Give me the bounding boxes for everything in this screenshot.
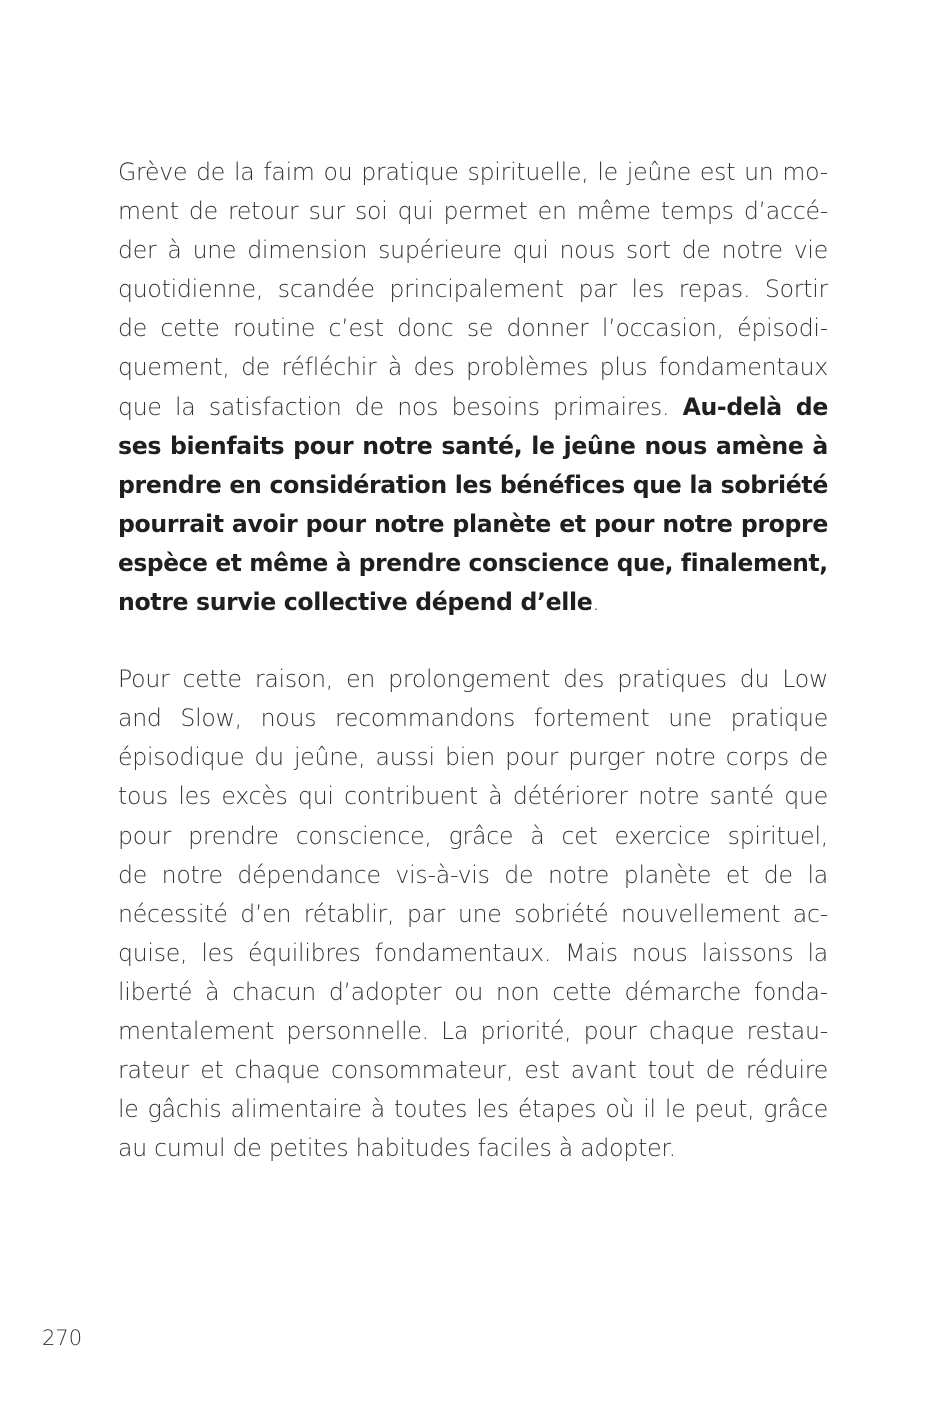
text-line: quotidienne, scandée principalement par les repas. Sortir — [118, 275, 828, 304]
text-line: de cette routine c’est donc se donner l’occasion, épisodi- — [118, 314, 828, 343]
text-line-last: au cumul de petites habitudes faciles à adopter. — [118, 1134, 676, 1163]
text-line-last — [118, 583, 828, 622]
text-line: and Slow, nous recommandons fortement une pratique — [118, 704, 828, 733]
text-line: tous les excès qui contribuent à détériorer notre santé que — [118, 782, 828, 811]
text-line: Grève de la faim ou pratique spirituelle, le jeûne est un mo- — [118, 158, 828, 186]
text-line: Pour cette raison, en prolongement des pratiques du Low — [118, 665, 828, 694]
text-line: der à une dimension supérieure qui nous sort de notre vie — [118, 236, 828, 265]
text-line: pour prendre conscience, grâce à cet exercice spirituel, — [118, 821, 828, 850]
text-line: mentalement personnelle. La priorité, pour chaque restau- — [118, 1016, 828, 1045]
bold-text-line: espèce et même à prendre conscience que, finalement, — [118, 548, 828, 577]
page-body — [118, 153, 828, 1168]
text-line: quement, de réfléchir à des problèmes plus fondamentaux — [118, 353, 828, 382]
text-fragment: que la satisfaction de nos besoins primaires. — [118, 392, 670, 421]
bold-text-fragment: Au-delà de — [682, 392, 828, 421]
text-line: ment de retour sur soi qui permet en même temps d’accé- — [118, 197, 828, 226]
text-line: quise, les équilibres fondamentaux. Mais nous laissons la — [118, 938, 828, 967]
bold-text-line: prendre en considération les bénéfices que la sobriété — [118, 470, 828, 499]
text-line: liberté à chacun d’adopter ou non cette démarche fonda- — [118, 977, 828, 1006]
bold-text-line: ses bienfaits pour notre santé, le jeûne nous amène à — [118, 431, 828, 460]
text-line: le gâchis alimentaire à toutes les étapes où il le peut, grâce — [118, 1095, 828, 1124]
text-line: rateur et chaque consommateur, est avant tout de réduire — [118, 1056, 828, 1085]
period: . — [592, 588, 600, 617]
bold-text-line: pourrait avoir pour notre planète et pour notre propre — [118, 509, 828, 538]
text-line: épisodique du jeûne, aussi bien pour purger notre corps de — [118, 743, 828, 772]
paragraph-1 — [118, 153, 828, 622]
text-line: de notre dépendance vis-à-vis de notre planète et de la — [118, 860, 828, 889]
text-line: nécessité d’en rétablir, par une sobriété nouvellement ac- — [118, 899, 828, 928]
paragraph-gap — [118, 622, 828, 660]
paragraph-2 — [118, 660, 828, 1168]
page-number: 270 — [42, 1326, 83, 1350]
bold-text-fragment: notre survie collective dépend d’elle — [118, 588, 593, 617]
text-line-mixed — [118, 388, 828, 427]
